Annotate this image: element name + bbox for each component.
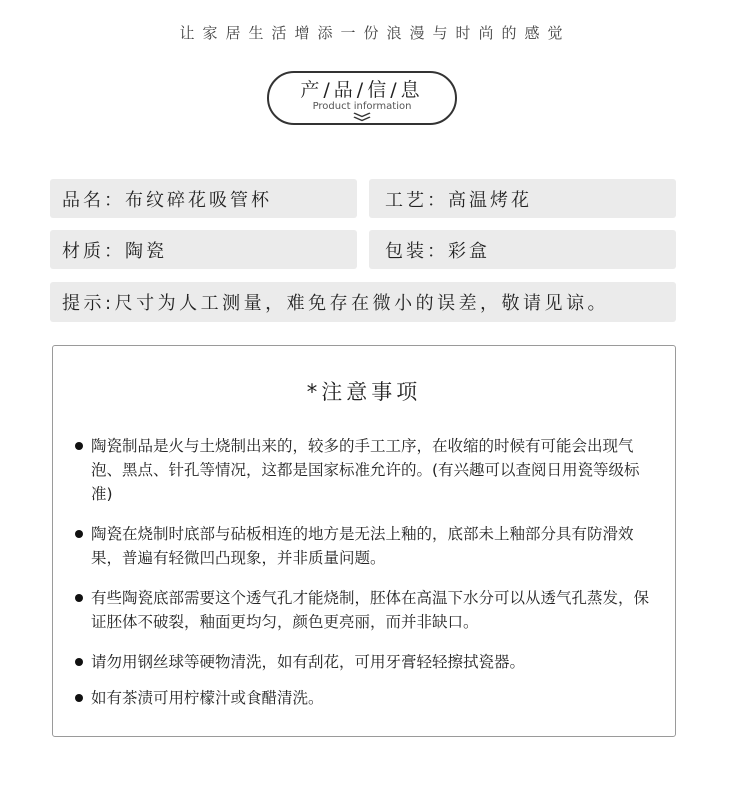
notice-list [75,434,660,710]
notice-item-text: 有些陶瓷底部需要这个透气孔才能烧制，胚体在高温下水分可以从透气孔蒸发，保证胚体不破裂，釉面更均匀，颜色更亮丽，而并非缺口。 [91,589,650,631]
list-item [75,586,660,634]
tagline: 让家居生活增添一份浪漫与时尚的感觉 [179,24,571,42]
bullet-icon [75,658,83,666]
bullet-icon [75,530,83,538]
craft-field: 工艺：高温烤花 [369,179,676,218]
list-item [75,650,660,674]
notice-item-text: 陶瓷在烧制时底部与砧板相连的地方是无法上釉的，底部未上釉部分具有防滑效果，普遍有轻微凹凸现象，并非质量问题。 [91,525,634,567]
bullet-icon [75,694,83,702]
list-item [75,434,660,506]
notice-panel [52,345,676,737]
packaging-field: 包装：彩盒 [369,230,676,269]
list-item [75,522,660,570]
notice-title: *注意事项 [306,380,422,404]
double-chevron-down-icon [213,112,511,124]
list-item [75,686,660,710]
section-header-badge [267,71,457,125]
bullet-icon [75,442,83,450]
section-title: 产/品/信/息 [300,79,424,101]
material-field: 材质：陶瓷 [50,230,357,269]
section-subtitle: Product information [312,101,412,112]
notice-item-text: 请勿用钢丝球等硬物清洗，如有刮花，可用牙膏轻轻擦拭瓷器。 [91,653,526,671]
product-name-field: 品名：布纹碎花吸管杯 [50,179,357,218]
notice-item-text: 如有茶渍可用柠檬汁或食醋清洗。 [91,689,324,707]
measurement-tip: 提示:尺寸为人工测量，难免存在微小的误差，敬请见谅。 [50,282,676,322]
notice-item-text: 陶瓷制品是火与土烧制出来的，较多的手工工序，在收缩的时候有可能会出现气泡、黑点、针孔等情况，这都是国家标准允许的。(有兴趣可以查阅日用瓷等级标准) [91,437,640,503]
bullet-icon [75,594,83,602]
